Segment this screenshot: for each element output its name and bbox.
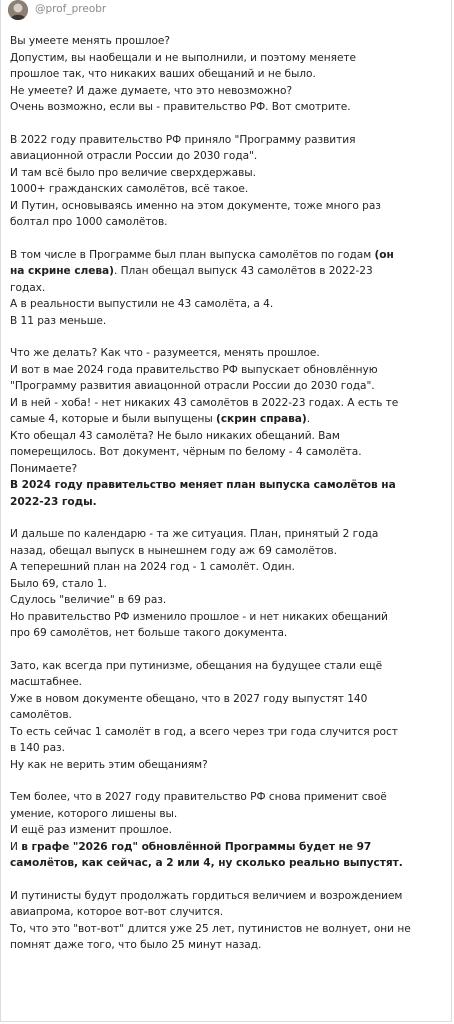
post-paragraph [10, 888, 440, 954]
post-line [10, 494, 440, 511]
post-line [10, 477, 440, 494]
text-segment: Вы умеете менять прошлое? [10, 35, 170, 47]
post-line [10, 33, 440, 50]
bold-text: (скрин справа) [216, 413, 307, 425]
text-segment: болтал про 1000 самолётов. [10, 216, 168, 228]
post-line [10, 428, 440, 445]
text-segment: Не умеете? И даже думаете, что это невозможно? [10, 84, 293, 97]
post-body [10, 33, 440, 970]
text-segment: самые 4, которые и были выпущены [10, 413, 217, 425]
text-segment: В 11 раз меньше. [10, 314, 107, 327]
text-segment: 1000+ гражданских самолётов, всё такое. [10, 183, 249, 195]
post-line [10, 362, 440, 379]
text-segment: . План обещал выпуск 43 самолётов в 2022-23 [113, 265, 373, 277]
text-segment: помнят даже того, что было 25 минут назад. [10, 939, 262, 951]
post-line [10, 757, 440, 774]
post-line [10, 559, 440, 576]
bold-text: 2022-23 годы. [10, 495, 97, 508]
post-line [10, 888, 440, 905]
text-segment: Уже в новом документе обещано, что в 2027 году выпустят 140 [10, 692, 368, 705]
post-line [10, 461, 440, 478]
text-segment: И там всё было про величие сверхдержавы. [10, 166, 256, 179]
bold-text: на скрине слева) [10, 265, 114, 277]
text-segment: Тем более, что в 2027 году правительство РФ снова применит своё [10, 791, 387, 803]
post-line [10, 132, 440, 149]
post-line [10, 263, 440, 280]
text-segment: В 2022 году правительство РФ приняло "Программу развития [10, 133, 356, 146]
text-segment: прошлое так, что никаких ваших обещаний и не было. [10, 68, 316, 80]
text-segment: Кто обещал 43 самолёта? Не было никаких обещаний. Вам [10, 429, 340, 442]
post-line [10, 674, 440, 691]
text-segment: авиационной отрасли России до 2030 года". [10, 150, 258, 162]
text-segment: Очень возможно, если вы - правительство РФ. Вот смотрите. [10, 101, 351, 113]
post-line [10, 214, 440, 231]
post-line [10, 66, 440, 83]
post-line [10, 625, 440, 642]
post-line [10, 345, 440, 362]
text-segment: То, что это "вот-вот" длится уже 25 лет, путинистов не волнует, они не [10, 922, 411, 935]
post-paragraph [10, 526, 440, 642]
post-paragraph [10, 658, 440, 774]
bold-text: в графе "2026 год" обновлённой Программы будет не 97 [21, 840, 372, 853]
text-segment: В том числе в Программе был план выпуска самолётов по годам [10, 248, 375, 261]
post-paragraph [10, 345, 440, 510]
text-segment: умение, которого лишены вы. [10, 807, 178, 820]
text-segment: Ну как не верить этим обещаниям? [10, 758, 208, 771]
text-segment: Сдулось "величие" в 69 раз. [10, 594, 167, 606]
text-segment: И путинисты будут продолжать гордиться величием и возрождением [10, 889, 403, 902]
text-segment: авиапрома, которое вот-вот случится. [10, 906, 224, 918]
post-line [10, 395, 440, 412]
post-line [10, 181, 440, 198]
post-line [10, 526, 440, 543]
post-line [10, 789, 440, 806]
post-line [10, 543, 440, 560]
author-handle[interactable]: @prof_preobr [35, 3, 107, 15]
post-line [10, 691, 440, 708]
bold-text: самолётов, как сейчас, а 2 или 4, ну сколько реально выпустят. [10, 857, 403, 869]
post-line [10, 378, 440, 395]
post-line [10, 707, 440, 724]
text-segment: про 69 самолётов, нет больше такого документа. [10, 627, 288, 639]
post-line [10, 296, 440, 313]
text-segment: . [306, 413, 311, 425]
post-paragraph [10, 247, 440, 330]
post-line [10, 855, 440, 872]
text-segment: Было 69, стало 1. [10, 577, 107, 590]
text-segment: И Путин, основываясь именно на этом документе, тоже много раз [10, 199, 381, 212]
text-segment: Зато, как всегда при путинизме, обещания на будущее стали ещё [10, 659, 383, 672]
avatar[interactable] [8, 0, 28, 20]
text-segment: И в ней - хоба! - нет никаких 43 самолётов в 2022-23 годах. А есть те [10, 396, 399, 409]
post-line [10, 937, 440, 954]
text-segment: Но правительство РФ изменило прошлое - и нет никаких обещаний [10, 610, 388, 623]
text-segment: И ещё раз изменит прошлое. [10, 824, 172, 836]
post-line [10, 609, 440, 626]
bold-text: В 2024 году правительство меняет план выпуска самолётов на [10, 479, 396, 491]
post-line [10, 280, 440, 297]
post-line [10, 411, 440, 428]
post-line [10, 806, 440, 823]
text-segment: годах. [10, 281, 46, 294]
post-line [10, 83, 440, 100]
post-line [10, 313, 440, 330]
post-paragraph [10, 33, 440, 116]
post-line [10, 444, 440, 461]
post-line [10, 50, 440, 67]
post-paragraph [10, 132, 440, 231]
text-segment: масштабнее. [10, 676, 82, 688]
text-segment: То есть сейчас 1 самолёт в год, а всего через три года случится рост [10, 725, 398, 738]
text-segment: Допустим, вы наобещали и не выполнили, и поэтому меняете [10, 51, 357, 64]
text-segment: И вот в мае 2024 года правительство РФ выпускает обновлённую [10, 363, 378, 376]
text-segment: в 140 раз. [10, 742, 65, 754]
post-line [10, 165, 440, 182]
text-segment: померещилось. Вот документ, чёрным по белому - 4 самолёта. [10, 446, 362, 458]
text-segment: Понимаете? [10, 462, 78, 475]
post-line [10, 592, 440, 609]
post-line [10, 198, 440, 215]
post-paragraph [10, 789, 440, 872]
post-line [10, 904, 440, 921]
post-line [10, 724, 440, 741]
post-line [10, 99, 440, 116]
text-segment: А в реальности выпустили не 43 самолёта, а 4. [10, 298, 274, 310]
text-segment: А теперешний план на 2024 год - 1 самолёт. Один. [10, 561, 295, 573]
post-header [8, 0, 106, 26]
text-segment: самолётов. [10, 709, 72, 721]
avatar-image [8, 0, 28, 20]
text-segment: Что же делать? Как что - разумеется, менять прошлое. [10, 347, 320, 359]
post-line [10, 822, 440, 839]
text-segment: И дальше по календарю - та же ситуация. План, принятый 2 года [10, 528, 379, 540]
post-line [10, 576, 440, 593]
post-line [10, 658, 440, 675]
text-segment: И [10, 840, 22, 853]
post-line [10, 921, 440, 938]
post-line [10, 839, 440, 856]
post-line [10, 740, 440, 757]
post-line [10, 148, 440, 165]
text-segment: назад, обещал выпуск в нынешнем году аж 69 самолётов. [10, 544, 337, 557]
bold-text: (он [374, 248, 394, 261]
post-line [10, 247, 440, 264]
text-segment: "Программу развития авиацонной отрасли России до 2030 года". [10, 380, 375, 392]
